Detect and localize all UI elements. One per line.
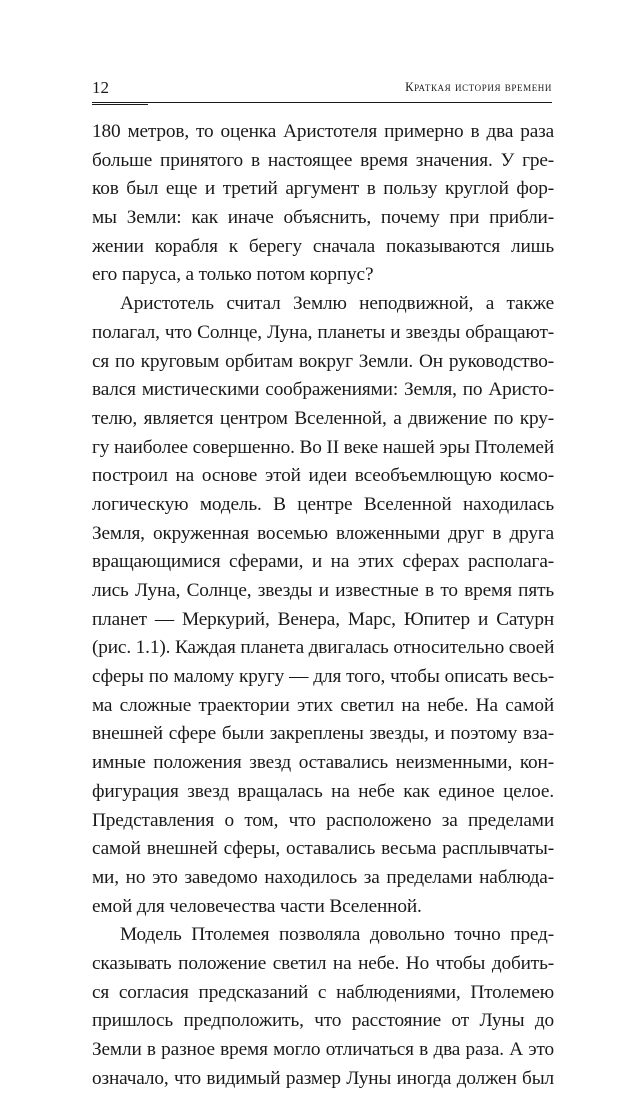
text-line: больше принятого в настоящее время значения. У гре-	[92, 149, 554, 171]
text-line: означало, что видимый размер Луны иногда должен был	[92, 1067, 554, 1089]
text-line: ся по круговым орбитам вокруг Земли. Он руководство-	[92, 350, 554, 372]
text-line: фигурация звезд вращалась на небе как единое целое.	[92, 780, 554, 802]
text-line: 180 метров, то оценка Аристотеля примерно в два раза	[92, 121, 554, 142]
text-line: построил на основе этой идеи всеобъемлющую космо-	[92, 465, 554, 487]
text-line: ма сложные траектории этих светил на небе. На самой	[92, 694, 554, 716]
text-line: гу наиболее совершенно. Во II веке нашей эры Птолемей	[92, 436, 554, 458]
text-line: сказывать положение светил на небе. Но чтобы добить-	[92, 952, 554, 974]
text-line: Модель Птолемея позволяла довольно точно пред-	[120, 924, 554, 946]
text-line: ся согласия предсказаний с наблюдениями, Птолемею	[92, 981, 554, 1003]
text-line: ми, но это заведомо находилось за пределами наблюда-	[92, 866, 554, 888]
header-rule	[92, 102, 552, 103]
body-text	[92, 118, 554, 1093]
text-line: полагал, что Солнце, Луна, планеты и звезды обращают-	[92, 321, 554, 343]
text-line: лись Луна, Солнце, звезды и известные в то время пять	[92, 580, 554, 601]
text-line: вращающимися сферами, и на этих сферах располага-	[92, 551, 554, 573]
text-line: самой внешней сферы, оставались весьма расплывчаты-	[92, 838, 554, 860]
text-line: мы Земли: как иначе объяснить, почему при прибли-	[92, 207, 554, 229]
text-line: Земля, окруженная восемью вложенными друг в друга	[92, 522, 554, 544]
text-line: Представления о том, что расположено за пределами	[92, 809, 554, 831]
text-line: сферы по малому кругу — для того, чтобы описать весь-	[92, 666, 554, 688]
text-line: имные положения звезд оставались неизменными, кон-	[92, 752, 554, 774]
text-line: планет — Меркурий, Венера, Марс, Юпитер и Сатурн	[92, 608, 554, 630]
text-line: жении корабля к берегу сначала показываются лишь	[92, 235, 554, 257]
text-line: его паруса, а только потом корпус?	[92, 264, 374, 286]
text-line: телю, является центром Вселенной, а движение по кру-	[92, 407, 554, 429]
text-line: пришлось предположить, что расстояние от Луны до	[92, 1010, 554, 1032]
text-line: ков был еще и третий аргумент в пользу круглой фор-	[92, 178, 554, 200]
page-header	[92, 78, 552, 102]
text-line: логическую модель. В центре Вселенной находилась	[92, 493, 554, 515]
running-title: Краткая история времени	[405, 80, 552, 94]
text-line: внешней сфере были закреплены звезды, и поэтому вза-	[92, 723, 554, 745]
text-line: емой для человечества части Вселенной.	[92, 895, 422, 917]
text-line: Аристотель считал Землю неподвижной, а также	[120, 293, 554, 315]
text-line: (рис. 1.1). Каждая планета двигалась относительно своей	[92, 637, 554, 659]
text-line: Земли в разное время могло отличаться в два раза. А это	[92, 1039, 554, 1060]
page-number-rule	[92, 104, 148, 105]
page-number: 12	[92, 78, 109, 97]
text-line: вался мистическими соображениями: Земля, по Аристо-	[92, 379, 554, 401]
